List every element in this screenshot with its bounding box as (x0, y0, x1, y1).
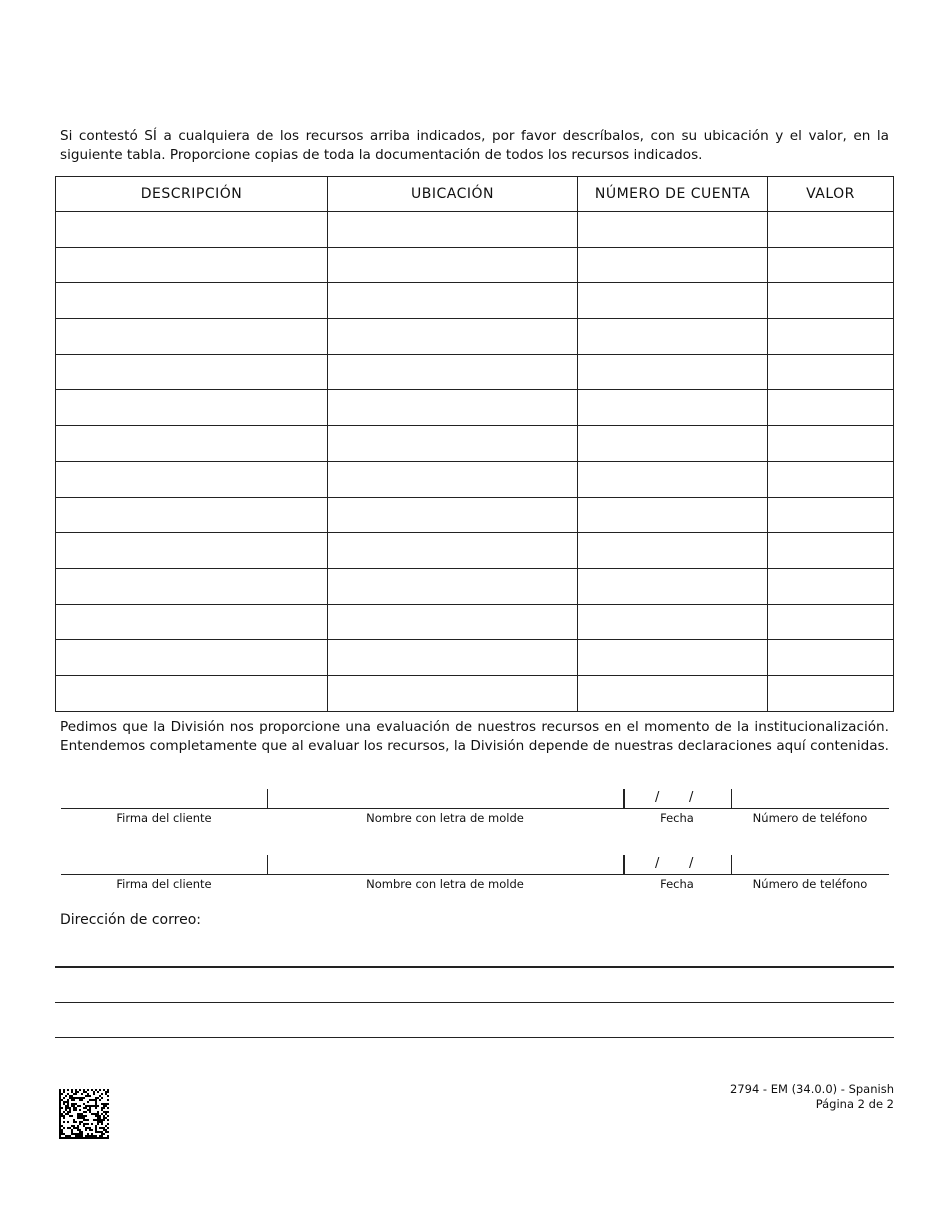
client-signature-field[interactable]: Firma del cliente (116, 811, 212, 825)
field-divider (731, 789, 732, 808)
table-row (56, 604, 894, 640)
account-number-cell[interactable] (578, 283, 768, 319)
assets-table-body (56, 212, 894, 712)
description-cell[interactable] (56, 354, 328, 390)
value-cell[interactable] (768, 675, 894, 711)
account-number-cell[interactable] (578, 390, 768, 426)
value-cell[interactable] (768, 568, 894, 604)
description-cell[interactable] (56, 390, 328, 426)
field-divider (731, 855, 732, 874)
location-cell[interactable] (328, 461, 578, 497)
mailing-address-line-3[interactable] (55, 1037, 894, 1038)
description-cell[interactable] (56, 212, 328, 248)
location-cell[interactable] (328, 426, 578, 462)
mailing-address-label: Dirección de correo: (60, 912, 201, 928)
field-divider (267, 855, 268, 874)
assets-table (55, 176, 894, 712)
account-number-cell[interactable] (578, 426, 768, 462)
header-description: DESCRIPCIÓN (56, 177, 328, 212)
form-footer (730, 1082, 894, 1112)
table-row (56, 640, 894, 676)
location-cell[interactable] (328, 390, 578, 426)
account-number-cell[interactable] (578, 354, 768, 390)
location-cell[interactable] (328, 354, 578, 390)
table-row (56, 497, 894, 533)
account-number-cell[interactable] (578, 604, 768, 640)
value-cell[interactable] (768, 533, 894, 569)
description-cell[interactable] (56, 568, 328, 604)
table-row (56, 426, 894, 462)
field-divider (267, 789, 268, 808)
intro-paragraph: Si contestó SÍ a cualquiera de los recursos arriba indicados, por favor descríbalos, con su ubicación y el valor, en la siguiente tabla. Proporcione copias de toda la documentación de todos los recursos indicados. (60, 128, 889, 163)
table-row (56, 247, 894, 283)
description-cell[interactable] (56, 426, 328, 462)
location-cell[interactable] (328, 640, 578, 676)
date-field[interactable]: Fecha (660, 811, 694, 825)
description-cell[interactable] (56, 283, 328, 319)
account-number-cell[interactable] (578, 319, 768, 355)
mailing-address-line-1[interactable] (55, 966, 894, 968)
signature-line (61, 874, 889, 875)
form-id: 2794 - EM (34.0.0) - Spanish (730, 1082, 894, 1096)
declaration-line-1: Pedimos que la División nos proporcione una evaluación de nuestros recursos en el momento de la institucionalización. (60, 719, 889, 735)
description-cell[interactable] (56, 497, 328, 533)
signature-row-1 (61, 789, 889, 825)
location-cell[interactable] (328, 247, 578, 283)
table-row (56, 354, 894, 390)
account-number-cell[interactable] (578, 675, 768, 711)
location-cell[interactable] (328, 568, 578, 604)
account-number-cell[interactable] (578, 568, 768, 604)
value-cell[interactable] (768, 390, 894, 426)
date-slash: / (689, 856, 694, 871)
description-cell[interactable] (56, 675, 328, 711)
account-number-cell[interactable] (578, 640, 768, 676)
print-name-field[interactable]: Nombre con letra de molde (366, 877, 524, 891)
declaration-statement (60, 718, 889, 756)
value-cell[interactable] (768, 212, 894, 248)
account-number-cell[interactable] (578, 461, 768, 497)
location-cell[interactable] (328, 283, 578, 319)
phone-field[interactable]: Número de teléfono (752, 811, 868, 825)
description-cell[interactable] (56, 319, 328, 355)
header-value: VALOR (768, 177, 894, 212)
location-cell[interactable] (328, 212, 578, 248)
field-divider (623, 855, 625, 874)
value-cell[interactable] (768, 354, 894, 390)
page-number: Página 2 de 2 (815, 1097, 894, 1111)
signature-row-2 (61, 855, 889, 891)
table-row (56, 461, 894, 497)
value-cell[interactable] (768, 497, 894, 533)
table-row (56, 319, 894, 355)
table-row (56, 568, 894, 604)
value-cell[interactable] (768, 604, 894, 640)
signature-line (61, 808, 889, 809)
table-row (56, 283, 894, 319)
table-row (56, 533, 894, 569)
description-cell[interactable] (56, 247, 328, 283)
value-cell[interactable] (768, 319, 894, 355)
location-cell[interactable] (328, 319, 578, 355)
table-row (56, 212, 894, 248)
print-name-field[interactable]: Nombre con letra de molde (366, 811, 524, 825)
description-cell[interactable] (56, 604, 328, 640)
header-location: UBICACIÓN (328, 177, 578, 212)
date-field[interactable]: Fecha (660, 877, 694, 891)
table-row (56, 675, 894, 711)
account-number-cell[interactable] (578, 247, 768, 283)
account-number-cell[interactable] (578, 533, 768, 569)
date-slash: / (689, 790, 694, 805)
description-cell[interactable] (56, 533, 328, 569)
description-cell[interactable] (56, 461, 328, 497)
header-account-number: NÚMERO DE CUENTA (578, 177, 768, 212)
date-slash: / (655, 856, 660, 871)
client-signature-field[interactable]: Firma del cliente (116, 877, 212, 891)
value-cell[interactable] (768, 426, 894, 462)
datamatrix-barcode-icon (59, 1089, 109, 1139)
description-cell[interactable] (56, 640, 328, 676)
date-slash: / (655, 790, 660, 805)
location-cell[interactable] (328, 533, 578, 569)
mailing-address-line-2[interactable] (55, 1002, 894, 1003)
table-row (56, 390, 894, 426)
account-number-cell[interactable] (578, 497, 768, 533)
phone-field[interactable]: Número de teléfono (752, 877, 868, 891)
value-cell[interactable] (768, 247, 894, 283)
location-cell[interactable] (328, 675, 578, 711)
field-divider (623, 789, 625, 808)
value-cell[interactable] (768, 283, 894, 319)
location-cell[interactable] (328, 497, 578, 533)
value-cell[interactable] (768, 640, 894, 676)
value-cell[interactable] (768, 461, 894, 497)
location-cell[interactable] (328, 604, 578, 640)
declaration-line-2: Entendemos completamente que al evaluar los recursos, la División depende de nuestras declaraciones aquí contenidas. (60, 738, 889, 754)
account-number-cell[interactable] (578, 212, 768, 248)
